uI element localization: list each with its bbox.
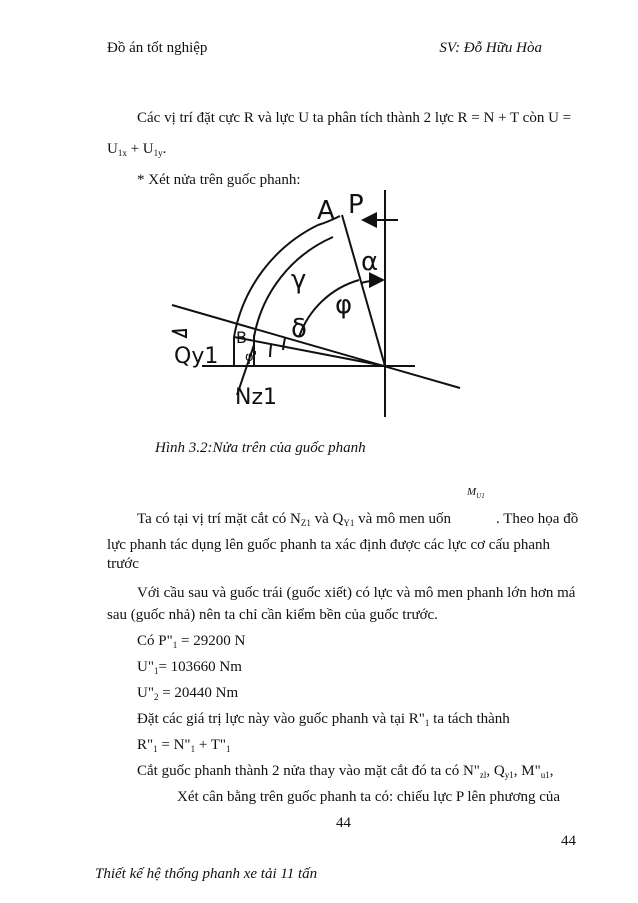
mu-label: $M_{U1}$ xyxy=(467,486,485,500)
value-cut: Cắt guốc phanh thành 2 nửa thay vào mặt cắt đó ta có $N"_{zl}$, $Q_{y1}$, $M"_{u1}$, xyxy=(137,763,554,780)
brake-shoe-diagram xyxy=(150,185,480,420)
delta-arc xyxy=(283,338,285,350)
label-phi-prime: φ' xyxy=(245,350,258,365)
intro-line2: $U_{1x} + U_{1y}$. xyxy=(107,141,167,158)
header-right: SV: Đỗ Hữu Hòa xyxy=(439,40,542,56)
alpha-arc xyxy=(361,280,383,283)
label-phi: φ xyxy=(335,290,353,320)
label-delta: δ xyxy=(291,314,307,344)
brake-shoe-figure xyxy=(150,185,480,420)
para2-line2: sau (guốc nhả) nên ta chỉ cần kiểm bền của guốc trước. xyxy=(107,607,438,623)
para2-line1: Với cầu sau và guốc trái (guốc xiết) có lực và mô men phanh lớn hơn má xyxy=(137,585,576,601)
value-r1: $R"_1$ = $N"_1$ + $T"_1$ xyxy=(137,737,231,754)
para1-line2: lực phanh tác dụng lên guốc phanh ta xác định được các lực cơ cấu phanh xyxy=(107,537,551,553)
label-B: B xyxy=(236,328,247,347)
phi-prime-arc xyxy=(270,345,271,357)
label-alpha: α xyxy=(361,247,379,277)
para1-line3: trước xyxy=(107,556,139,572)
value-set: Đặt các giá trị lực này vào guốc phanh và tại $R"_1$ ta tách thành xyxy=(137,711,510,728)
value-u1: $U"_1= 103660$ Nm xyxy=(137,659,242,676)
value-u2: $U"_2 = 20440$ Nm xyxy=(137,685,239,702)
page-number-mid: 44 xyxy=(336,815,351,831)
q-arrow-head xyxy=(172,330,186,337)
header-left: Đồ án tốt nghiệp xyxy=(107,40,208,56)
intro-line1: Các vị trí đặt cực R và lực U ta phân tích thành 2 lực R = N + T còn U = xyxy=(137,110,572,126)
figure-caption: Hình 3.2:Nửa trên của guốc phanh xyxy=(155,440,366,456)
value-p1: Có $P"_1 = 29200$ N xyxy=(137,633,246,650)
intro-bullet: * Xét nửa trên guốc phanh: xyxy=(137,172,301,188)
para1-line1-right: . Theo họa đồ xyxy=(496,511,579,527)
label-A: A xyxy=(317,196,335,226)
para1-line1-left: Ta có tại vị trí mặt cắt có $N_{Z1}$ và $Q_{Y1}$ và mô men uốn xyxy=(137,511,452,528)
page-number-right: 44 xyxy=(561,833,576,849)
value-last: Xét cân bằng trên guốc phanh ta có: chiếu lực P lên phương của xyxy=(177,789,561,805)
label-N: Nz1 xyxy=(235,385,278,410)
footer-title: Thiết kế hệ thống phanh xe tải 11 tấn xyxy=(95,866,318,882)
label-P: P xyxy=(348,190,364,220)
label-Q: Qy1 xyxy=(174,344,219,369)
label-gamma: γ xyxy=(291,265,307,295)
